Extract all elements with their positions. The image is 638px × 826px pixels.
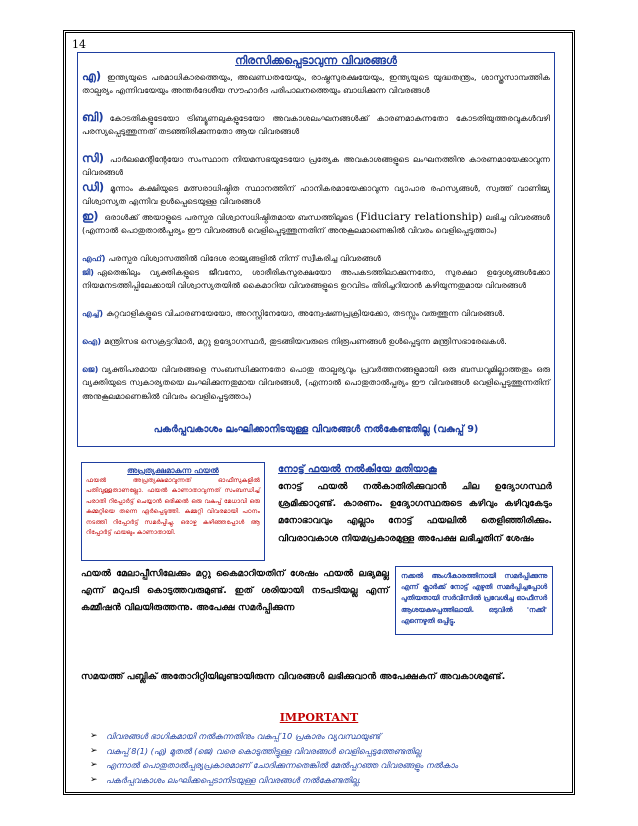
copyright-note: പകർപ്പവകാശം ലംഘിക്കാനിടയുള്ള വിവരങ്ങൾ നൽകേണ്ടതില്ല (വകുപ്പ് 9): [153, 424, 479, 435]
item-text: ഒരാൾക്ക് അയാളുടെ പരസ്പര വിശ്വാസധിഷ്ഠിതമായ ബന്ധത്തിലൂടെ: [104, 212, 354, 222]
list-item: [90, 744, 553, 759]
item-marker: ബി): [82, 110, 104, 124]
list-item: [90, 758, 553, 773]
note-file-paragraph-right: നോട്ട് ഫയൽ നൽകാതിരിക്കുവാൻ ചില ഉദ്യോഗസ്ഥർ ശ്രമിക്കാറുണ്ട്. കാരണം. ഉദ്യോഗസ്ഥരുടെ കഴിവും കഴിവുകേടും മനോഭാവവും എല്ലാം നോട്ട് ഫയലിൽ തെളിഞ്ഞിരിക്കും. വിവരാവകാശ നിയമപ്രകാരമുള്ള അപേക്ഷ ലഭിച്ചതിന് ശേഷം: [278, 481, 552, 544]
item-text: കോടതികളുടേയോ ട്രിബ്യൂണലുകളുടേയോ അവകാശലംഘനങ്ങൾക്ക് കാരണമാകുന്നതോ കോടതിയുത്തരവുകൾവഴി പരസ്യപ്പെടുത്തുന്നത് തടഞ്ഞിരിക്കുന്നതോ ആയ വിവരങ്ങൾ: [82, 113, 550, 137]
item-text: വ്യക്തിപരമായ വിവരങ്ങളെ സംബന്ധിക്കുന്നതോ പൊതു താല്പര്യവും പ്രവർത്തനങ്ങളുമായി ഒരു ബന്ധവുമില്ലാത്തതും ഒരു വ്യക്തിയുടെ സ്വകാര്യതയെ ലംഘിക്കുന്നതുമായ വിവരങ്ങൾ, (എന്നാൽ പൊതുതാൽപ്പര്യം ഈ വിവരങ്ങൾ വെളിപ്പെടുത്തുന്നതിന് അനുകൂലമാണെങ്കിൽ വിവരം വെളിപ്പെടുത്താം): [82, 364, 550, 401]
restricted-item-b: [82, 111, 550, 139]
bullet-text: എന്നാൽ പൊതുതാൽപ്പര്യപ്രകാരമാണ് ചോദിക്കുന്നതെങ്കിൽ മേൽപ്പറഞ്ഞ വിവരങ്ങളും നൽകാം: [106, 760, 458, 771]
bullet-text: പകർപ്പവകാശം ലംഘിക്കപ്പെടാനിടയുള്ള വിവരങ്ങൾ നൽകേണ്ടതില്ല.: [106, 774, 362, 785]
side-anecdote-box: നക്കൽ അംഗീകാരത്തിനായി സമർപ്പിക്കുന്നു എന്ന് ക്ലാർക്ക് നോട്ട് എഴുതി സമർപ്പിച്ചപ്പോൾ പുതിയതായി സർവീസിൽ പ്രവേശിച്ച ഓഫീസർ ആശയകുഴപ്പത്തിലായി. ഒടുവിൽ 'നക്കി' എന്നെഴുതി ഒപ്പിട്ടു.: [395, 566, 553, 635]
item-marker: ഇ): [82, 209, 99, 223]
arrow-bullet-icon: ➢: [90, 760, 98, 771]
item-text: മൂന്നാം കക്ഷിയുടെ മത്സരാധിഷ്ഠിത സ്ഥാനത്തിന് ഹാനികരമായേക്കാവുന്ന വ്യാപാര രഹസ്യങ്ങൾ, സ്വത്ത് വാണിജ്യ വിശ്വാസ്യത എന്നിവ ഉൾപ്പെടെയുള്ള വിവരങ്ങൾ: [82, 183, 550, 207]
restricted-item-g: [82, 266, 550, 293]
item-marker: എ): [82, 69, 102, 83]
item-marker: ഡി): [82, 180, 105, 194]
arrow-bullet-icon: ➢: [90, 774, 98, 785]
restricted-item-j: [82, 363, 550, 403]
restricted-item-d: [82, 181, 550, 209]
important-list: [90, 729, 553, 787]
note-file-paragraph-wide: സമയത്ത് പബ്ലിക് അതോറിറ്റിയിലുണ്ടായിരുന്ന വിവരങ്ങൾ ലഭിക്കുവാൻ അപേക്ഷകന് അവകാശമുണ്ട്.: [81, 671, 506, 682]
inaccessible-file-body: ഫയൽ അപ്രത്യക്ഷമാവുന്നത് ഓഫീസുകളിൽ പതിവുള്ളതാണല്ലോ. ഫയൽ കാണാതാവുന്നത് സംബന്ധിച്ച് പരാതി റിപ്പോർട്ട് ചെയ്യാൻ ഒരിക്കൽ ഒരു വകുപ്പ് മേധാവി ഒരു കമ്മറ്റിയെ തന്നെ ഏർപ്പെടുത്തി. കമ്മറ്റി വിവരമായി പഠനം നടത്തി റിപ്പോർട്ട് സമർപ്പിച്ചു. ഒരാഴ്ച കഴിഞ്ഞപ്പോൾ ആ റിപ്പോർട്ട് ഫയലും കാണാതായി.: [86, 477, 260, 537]
restricted-item-f: [82, 252, 550, 265]
item-marker: സി): [82, 151, 105, 165]
list-item: [90, 773, 553, 788]
inaccessible-file-box: [81, 462, 265, 561]
restricted-item-i: [82, 335, 550, 348]
item-marker: ഐ): [82, 336, 102, 346]
note-file-paragraph-left: ഫയൽ മേലാപ്പീസിലേക്കും മറ്റു കൈമാറിയതിന് ശേഷം ഫയൽ ലഭ്യമല്ല എന്ന് മറുപടി കൊടുത്തവരുമുണ്ട്. ഇത് ശരിയായി നടപടിയല്ല എന്ന് കമ്മീഷൻ വിലയിരുത്തന്നു. അപേക്ഷ സമർപ്പിക്കുന്ന: [81, 568, 389, 614]
item-text: ലഭിച്ച വിവരങ്ങൾ (എന്നാൽ പൊതുതാൽപ്പര്യം ഈ വിവരങ്ങൾ വെളിപ്പെടുത്തുന്നതിന് അനുകൂലമാണെങ്കിൽ വിവരം വെളിപ്പെടുത്താം): [82, 212, 550, 236]
restricted-item-c: [82, 152, 550, 180]
arrow-bullet-icon: ➢: [90, 731, 98, 741]
item-marker: എഫ്): [82, 253, 106, 263]
fiduciary-term: (Fiduciary relationship): [356, 211, 483, 223]
bullet-text: വിവരങ്ങൾ ഭാഗികമായി നൽകുന്നതിനും വകുപ്പ് 10 പ്രകാരം വ്യവസ്ഥയുണ്ട്: [106, 731, 381, 741]
item-marker: ജെ): [82, 364, 99, 374]
item-marker: എച്ച്): [82, 308, 104, 318]
important-heading: IMPORTANT: [279, 711, 359, 724]
bullet-text: വകുപ്പ് 8(1) (എ) മുതൽ (ജെ) വരെ കൊടുത്തിട്ടുള്ള വിവരങ്ങൾ വെളിപ്പെടുത്തേണ്ടതില്ല: [106, 745, 422, 756]
item-text: കുറ്റവാളികളുടെ വിചാരണയേയോ, അറസ്റ്റിനേയോ, അന്വേഷണപ്രക്രിയക്കോ, തടസ്സം വരുത്തുന്ന വിവരങ്ങൾ.: [106, 308, 505, 318]
restricted-info-title: നിരസിക്കപ്പെടാവുന്ന വിവരങ്ങൾ: [235, 54, 397, 67]
restricted-item-h: [82, 307, 550, 320]
restricted-item-e: [82, 210, 550, 238]
note-file-heading: നോട്ട് ഫയൽ നൽകിയേ മതിയാകൂ: [278, 464, 437, 475]
item-text: പാർലമെന്റിന്റേയോ സംസ്ഥാന നിയമസഭയുടേയോ പ്രത്യേക അവകാശങ്ങളുടെ ലംഘനത്തിനു കാരണമായേക്കാവുന്ന വിവരങ്ങൾ: [82, 154, 550, 178]
item-text: മന്ത്രിസഭ സെക്രട്ടറിമാർ, മറ്റു ഉദ്യോഗസ്ഥർ, തുടങ്ങിയവരുടെ നിരൂപണങ്ങൾ ഉൾപ്പെടുന്ന മന്ത്രിസഭാരേഖകൾ.: [104, 336, 507, 346]
item-text: ഇന്ത്യയുടെ പരമാധികാരത്തെയും, അഖണ്ഡതയേയും, രാഷ്ട്രസുരക്ഷയേയും, ഇന്ത്യയുടെ യുദ്ധതന്ത്രം, ശാസ്ത്രസാമ്പത്തിക താല്പര്യം എന്നിവയേയും അന്തർദേശീയ സൗഹാർദ പരിപാലനത്തെയും ബാധിക്കുന്ന വിവരങ്ങൾ: [82, 72, 550, 96]
restricted-info-box: [77, 52, 555, 447]
list-item: [90, 729, 553, 744]
item-marker: ജി): [82, 267, 94, 277]
inaccessible-file-title: അപ്രത്യക്ഷമാകുന്ന ഫയൽ: [127, 466, 219, 475]
page-number: 14: [72, 38, 86, 51]
item-text: ഏതെങ്കിലും വ്യക്തികളുടെ ജീവനോ, ശാരീരികസുരക്ഷയോ അപകടത്തിലാക്കുന്നതോ, സുരക്ഷാ ഉദ്ദേശ്യങ്ങൾക്കോ നിയമനടത്തിപ്പിലേക്കായി വിശ്വാസ്യതയിൽ കൈമാറിയ വിവരങ്ങളുടെ ഉറവിടം തിരിച്ചറിയാൻ കഴിയുന്നതുമായ വിവരങ്ങൾ: [82, 267, 550, 291]
arrow-bullet-icon: ➢: [90, 745, 98, 756]
restricted-item-a: [82, 70, 550, 98]
item-text: പരസ്പര വിശ്വാസത്തിൽ വിദേശ രാജ്യങ്ങളിൽ നിന്ന് സ്വീകരിച്ച വിവരങ്ങൾ: [108, 253, 382, 263]
